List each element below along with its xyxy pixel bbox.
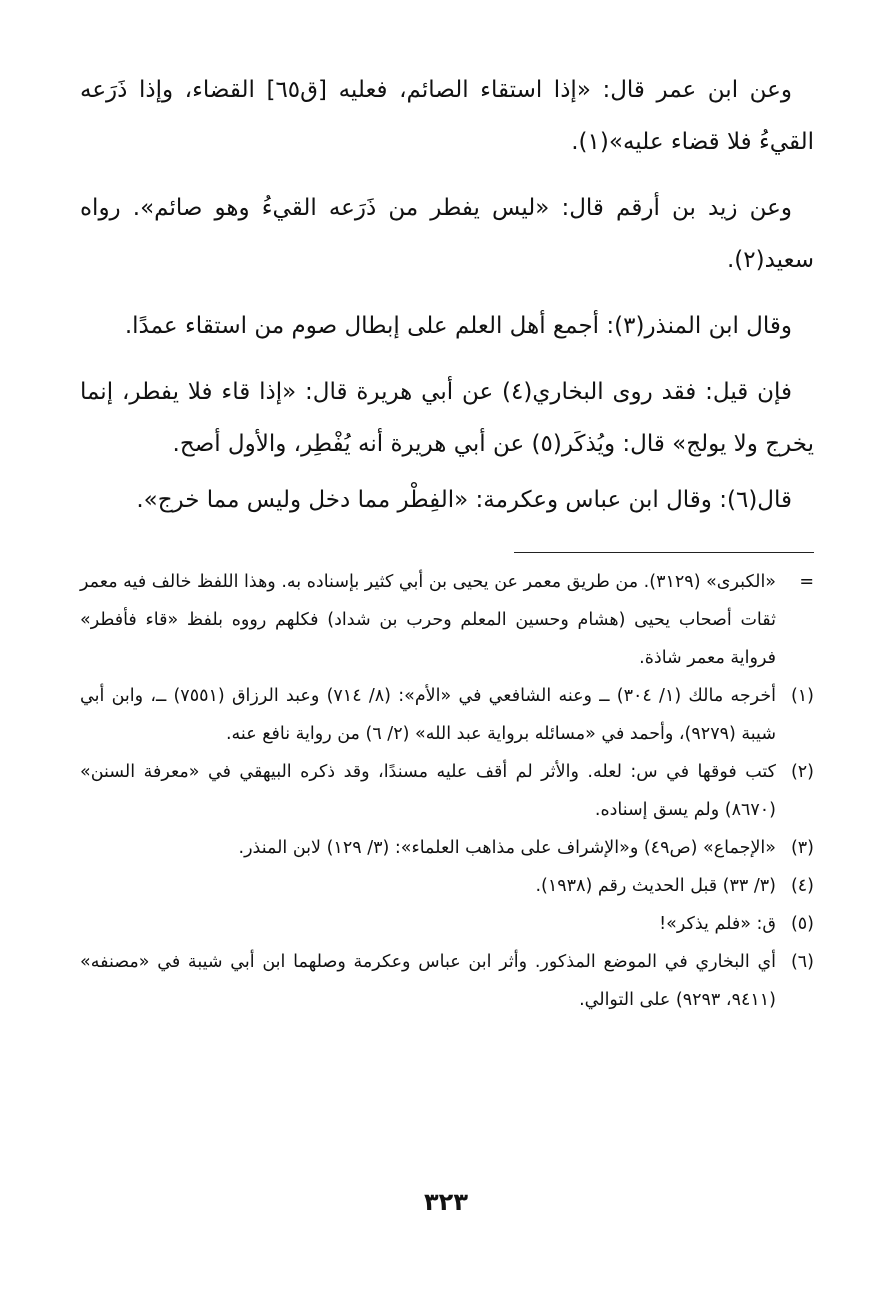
footnote-3 xyxy=(80,829,814,867)
footnote-marker: (١) xyxy=(790,686,814,706)
footnote-text: كتب فوقها في س: لعله. والأثر لم أقف عليه مسندًا، وقد ذكره البيهقي في «معرفة السنن» (٨٦٧٠) ولم يسق إسناده. xyxy=(80,762,776,820)
footnote-6 xyxy=(80,943,814,1019)
footnote-2 xyxy=(80,753,814,829)
footnote-separator xyxy=(514,552,814,553)
footnote-text: «الإجماع» (ص٤٩) و«الإشراف على مذاهب العلماء»: (٣/ ١٢٩) لابن المنذر. xyxy=(238,838,776,858)
footnote-continued xyxy=(80,563,814,677)
footnote-text: أخرجه مالك (١/ ٣٠٤) ــ وعنه الشافعي في «الأم»: (٨/ ٧١٤) وعبد الرزاق (٧٥٥١) ــ، وابن أبي شيبة (٩٢٧٩)، وأحمد في «مسائله برواية عبد الله» (٢/ ٦) من رواية نافع عنه. xyxy=(80,686,777,744)
paragraph-4: فإن قيل: فقد روى البخاري(٤) عن أبي هريرة قال: «إذا قاء فلا يفطر، إنما يخرج ولا يولج» قال: ويُذكَر(٥) عن أبي هريرة أنه يُفْطِر، والأول أصح. xyxy=(80,379,814,457)
paragraph-1: وعن ابن عمر قال: «إذا استقاء الصائم، فعليه [ق٦٥] القضاء، وإذا ذَرَعه القيءُ فلا قضاء عليه»(١). xyxy=(80,77,814,155)
footnote-text: (٣/ ٣٣) قبل الحديث رقم (١٩٣٨). xyxy=(535,876,776,896)
page-number: ٣٢٣ xyxy=(424,1188,468,1216)
footnote-text: ق: «فلم يذكر»! xyxy=(659,914,776,934)
footnote-marker: (٦) xyxy=(790,952,814,972)
footnote-4 xyxy=(80,867,814,905)
footnote-5 xyxy=(80,905,814,943)
main-text xyxy=(80,64,814,526)
paragraph-5: قال(٦): وقال ابن عباس وعكرمة: «الفِطْر مما دخل وليس مما خرج». xyxy=(136,487,792,513)
footnotes xyxy=(80,563,814,1019)
footnote-marker: (٥) xyxy=(790,914,814,934)
footnote-marker: (٢) xyxy=(790,762,814,782)
footnote-marker: (٣) xyxy=(790,838,814,858)
paragraph-2: وعن زيد بن أرقم قال: «ليس يفطر من ذَرَعه القيءُ وهو صائم». رواه سعيد(٢). xyxy=(80,195,814,273)
footnote-marker: (٤) xyxy=(790,876,814,896)
paragraph-3: وقال ابن المنذر(٣): أجمع أهل العلم على إبطال صوم من استقاء عمدًا. xyxy=(124,313,792,339)
footnote-1 xyxy=(80,677,814,753)
footnote-text: «الكبرى» (٣١٢٩). من طريق معمر عن يحيى بن أبي كثير بإسناده به. وهذا اللفظ خالف فيه معمر ثقات أصحاب يحيى (هشام وحسين المعلم وحرب بن شداد) فكلهم رووه بلفظ «قاء فأفطر» فرواية معمر شاذة. xyxy=(80,572,777,668)
footnote-marker: = xyxy=(799,572,814,592)
footnote-text: أي البخاري في الموضع المذكور. وأثر ابن عباس وعكرمة وصلهما ابن أبي شيبة في «مصنفه» (٩٤١١، ٩٢٩٣) على التوالي. xyxy=(80,952,776,1010)
